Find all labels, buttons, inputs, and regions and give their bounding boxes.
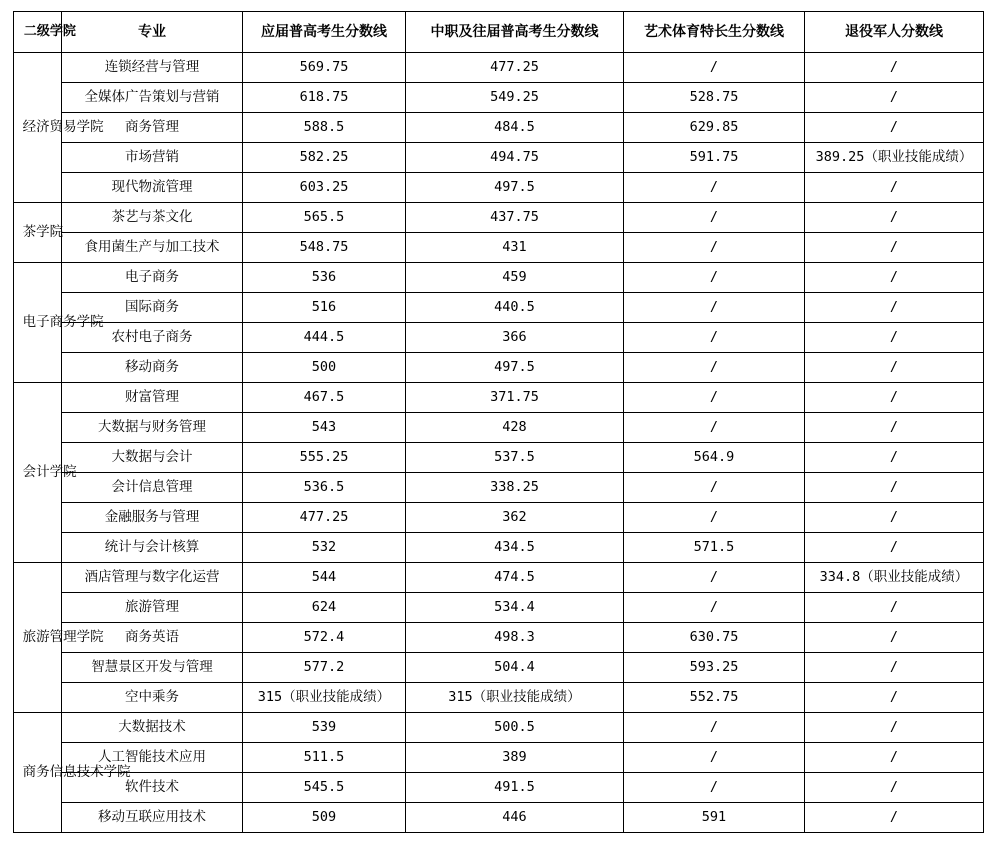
major-cell: 全媒体广告策划与营销 <box>62 83 243 113</box>
vocational-cell: 494.75 <box>406 143 624 173</box>
table-row <box>14 413 984 443</box>
vocational-cell: 537.5 <box>406 443 624 473</box>
table-row <box>14 623 984 653</box>
table-row <box>14 803 984 833</box>
vocational-cell: 549.25 <box>406 83 624 113</box>
vocational-cell: 459 <box>406 263 624 293</box>
vocational-cell: 497.5 <box>406 173 624 203</box>
art-cell: 591.75 <box>624 143 805 173</box>
fresh-cell: 467.5 <box>243 383 406 413</box>
college-name-cell <box>14 383 77 563</box>
table-row <box>14 473 984 503</box>
fresh-cell: 582.25 <box>243 143 406 173</box>
fresh-cell: 565.5 <box>243 203 406 233</box>
table-row <box>14 653 984 683</box>
major-cell: 会计信息管理 <box>62 473 243 503</box>
fresh-cell: 536 <box>243 263 406 293</box>
fresh-cell: 539 <box>243 713 406 743</box>
art-cell: / <box>624 53 805 83</box>
header-vocational-score: 中职及往届普高考生分数线 <box>406 12 624 53</box>
header-row <box>14 12 984 53</box>
fresh-cell: 618.75 <box>243 83 406 113</box>
major-cell: 智慧景区开发与管理 <box>62 653 243 683</box>
major-cell: 人工智能技术应用 <box>62 743 243 773</box>
veteran-cell: / <box>805 683 984 713</box>
art-cell: / <box>624 473 805 503</box>
fresh-cell: 588.5 <box>243 113 406 143</box>
college-name: 电子商务学院 <box>22 314 104 330</box>
fresh-cell: 544 <box>243 563 406 593</box>
vocational-cell: 500.5 <box>406 713 624 743</box>
veteran-cell: / <box>805 623 984 653</box>
art-cell: / <box>624 353 805 383</box>
table-body <box>14 53 984 833</box>
veteran-cell: / <box>805 323 984 353</box>
vocational-cell: 534.4 <box>406 593 624 623</box>
art-cell: / <box>624 743 805 773</box>
art-cell: 629.85 <box>624 113 805 143</box>
college-name-cell <box>14 53 104 203</box>
table-row <box>14 293 984 323</box>
veteran-cell: / <box>805 653 984 683</box>
art-cell: 528.75 <box>624 83 805 113</box>
college-name-cell <box>14 563 104 713</box>
header-major: 专业 <box>62 12 243 53</box>
art-cell: / <box>624 383 805 413</box>
major-cell: 酒店管理与数字化运营 <box>62 563 243 593</box>
fresh-cell: 516 <box>243 293 406 323</box>
veteran-cell: / <box>805 503 984 533</box>
vocational-cell: 474.5 <box>406 563 624 593</box>
table-header <box>14 12 984 53</box>
veteran-cell: / <box>805 803 984 833</box>
art-cell: / <box>624 773 805 803</box>
fresh-cell: 624 <box>243 593 406 623</box>
art-cell: / <box>624 503 805 533</box>
major-cell: 茶艺与茶文化 <box>62 203 243 233</box>
score-table <box>13 11 984 833</box>
fresh-cell: 545.5 <box>243 773 406 803</box>
vocational-cell: 389 <box>406 743 624 773</box>
fresh-cell: 548.75 <box>243 233 406 263</box>
veteran-cell: / <box>805 203 984 233</box>
table-row <box>14 713 984 743</box>
veteran-cell: / <box>805 263 984 293</box>
college-name-cell <box>14 713 131 833</box>
veteran-cell: / <box>805 383 984 413</box>
veteran-cell: / <box>805 413 984 443</box>
major-cell: 软件技术 <box>62 773 243 803</box>
art-cell: / <box>624 563 805 593</box>
table-row <box>14 563 984 593</box>
header-veteran-score: 退役军人分数线 <box>805 12 984 53</box>
veteran-cell: / <box>805 293 984 323</box>
vocational-cell: 431 <box>406 233 624 263</box>
fresh-cell: 500 <box>243 353 406 383</box>
veteran-cell: / <box>805 593 984 623</box>
veteran-cell: / <box>805 233 984 263</box>
major-cell: 电子商务 <box>62 263 243 293</box>
table-row <box>14 173 984 203</box>
major-cell: 空中乘务 <box>62 683 243 713</box>
vocational-cell: 491.5 <box>406 773 624 803</box>
art-cell: 591 <box>624 803 805 833</box>
vocational-cell: 315（职业技能成绩） <box>406 683 624 713</box>
veteran-cell: / <box>805 773 984 803</box>
fresh-cell: 543 <box>243 413 406 443</box>
major-cell: 财富管理 <box>62 383 243 413</box>
major-cell: 移动商务 <box>62 353 243 383</box>
major-cell: 大数据与会计 <box>62 443 243 473</box>
fresh-cell: 315（职业技能成绩） <box>243 683 406 713</box>
vocational-cell: 338.25 <box>406 473 624 503</box>
fresh-cell: 477.25 <box>243 503 406 533</box>
college-name: 经济贸易学院 <box>22 119 104 135</box>
table-row <box>14 83 984 113</box>
vocational-cell: 440.5 <box>406 293 624 323</box>
fresh-cell: 509 <box>243 803 406 833</box>
major-cell: 大数据技术 <box>62 713 243 743</box>
header-fresh-score: 应届普高考生分数线 <box>243 12 406 53</box>
college-name: 商务信息技术学院 <box>22 764 131 780</box>
fresh-cell: 511.5 <box>243 743 406 773</box>
college-name: 会计学院 <box>22 464 77 480</box>
vocational-cell: 428 <box>406 413 624 443</box>
veteran-cell: / <box>805 443 984 473</box>
major-cell: 移动互联应用技术 <box>62 803 243 833</box>
table-row <box>14 383 984 413</box>
table-row <box>14 323 984 353</box>
art-cell: / <box>624 173 805 203</box>
table-row <box>14 113 984 143</box>
table-row <box>14 773 984 803</box>
art-cell: / <box>624 233 805 263</box>
major-cell: 商务管理 <box>62 113 243 143</box>
vocational-cell: 362 <box>406 503 624 533</box>
vocational-cell: 446 <box>406 803 624 833</box>
art-cell: 593.25 <box>624 653 805 683</box>
table-row <box>14 203 984 233</box>
fresh-cell: 536.5 <box>243 473 406 503</box>
fresh-cell: 572.4 <box>243 623 406 653</box>
college-name: 茶学院 <box>22 224 64 240</box>
header-art-sport-score: 艺术体育特长生分数线 <box>624 12 805 53</box>
college-name: 旅游管理学院 <box>22 629 104 645</box>
vocational-cell: 477.25 <box>406 53 624 83</box>
veteran-cell: / <box>805 533 984 563</box>
veteran-cell: 389.25（职业技能成绩） <box>805 143 984 173</box>
vocational-cell: 434.5 <box>406 533 624 563</box>
fresh-cell: 603.25 <box>243 173 406 203</box>
fresh-cell: 569.75 <box>243 53 406 83</box>
table-row <box>14 503 984 533</box>
vocational-cell: 366 <box>406 323 624 353</box>
major-cell: 商务英语 <box>62 623 243 653</box>
veteran-cell: 334.8（职业技能成绩） <box>805 563 984 593</box>
major-cell: 统计与会计核算 <box>62 533 243 563</box>
table-row <box>14 233 984 263</box>
major-cell: 大数据与财务管理 <box>62 413 243 443</box>
major-cell: 国际商务 <box>62 293 243 323</box>
veteran-cell: / <box>805 713 984 743</box>
art-cell: / <box>624 263 805 293</box>
table-row <box>14 143 984 173</box>
table-row <box>14 593 984 623</box>
art-cell: / <box>624 413 805 443</box>
table-row <box>14 443 984 473</box>
veteran-cell: / <box>805 743 984 773</box>
art-cell: / <box>624 713 805 743</box>
major-cell: 旅游管理 <box>62 593 243 623</box>
table-row <box>14 53 984 83</box>
major-cell: 市场营销 <box>62 143 243 173</box>
table-row <box>14 263 984 293</box>
veteran-cell: / <box>805 173 984 203</box>
table-row <box>14 743 984 773</box>
major-cell: 食用菌生产与加工技术 <box>62 233 243 263</box>
college-name-cell <box>14 203 62 263</box>
art-cell: / <box>624 593 805 623</box>
fresh-cell: 532 <box>243 533 406 563</box>
art-cell: / <box>624 203 805 233</box>
fresh-cell: 444.5 <box>243 323 406 353</box>
major-cell: 连锁经营与管理 <box>62 53 243 83</box>
table-row <box>14 353 984 383</box>
header-college: 二级学院 <box>14 12 62 53</box>
table-row <box>14 533 984 563</box>
art-cell: 552.75 <box>624 683 805 713</box>
vocational-cell: 371.75 <box>406 383 624 413</box>
vocational-cell: 498.3 <box>406 623 624 653</box>
table-row <box>14 683 984 713</box>
veteran-cell: / <box>805 473 984 503</box>
fresh-cell: 577.2 <box>243 653 406 683</box>
vocational-cell: 437.75 <box>406 203 624 233</box>
college-name-cell <box>14 263 104 383</box>
vocational-cell: 497.5 <box>406 353 624 383</box>
vocational-cell: 504.4 <box>406 653 624 683</box>
art-cell: 630.75 <box>624 623 805 653</box>
veteran-cell: / <box>805 53 984 83</box>
veteran-cell: / <box>805 353 984 383</box>
veteran-cell: / <box>805 113 984 143</box>
art-cell: 564.9 <box>624 443 805 473</box>
major-cell: 农村电子商务 <box>62 323 243 353</box>
major-cell: 金融服务与管理 <box>62 503 243 533</box>
art-cell: / <box>624 293 805 323</box>
vocational-cell: 484.5 <box>406 113 624 143</box>
major-cell: 现代物流管理 <box>62 173 243 203</box>
fresh-cell: 555.25 <box>243 443 406 473</box>
art-cell: 571.5 <box>624 533 805 563</box>
art-cell: / <box>624 323 805 353</box>
veteran-cell: / <box>805 83 984 113</box>
